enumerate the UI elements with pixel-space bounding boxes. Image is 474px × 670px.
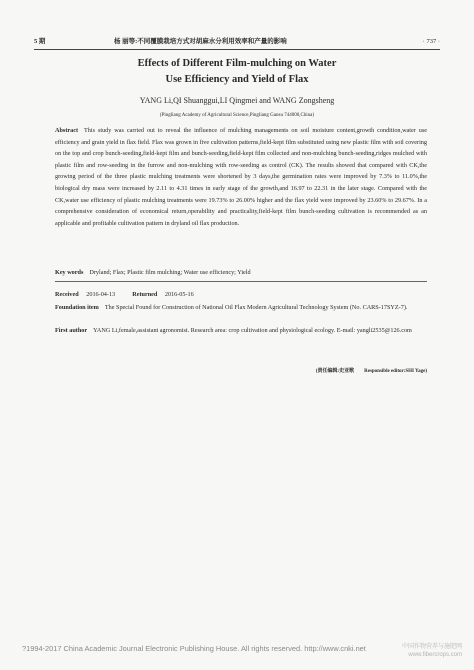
- first-author-text: YANG Li,female,assistant agronomist. Research area: crop cultivation and physiological ecology. E-mail: yangli2535@126.com: [93, 327, 412, 334]
- abstract: [55, 125, 427, 229]
- watermark-line-1: 中国作物营养与施肥网: [401, 644, 462, 650]
- abstract-label: Abstract: [55, 127, 79, 134]
- page-number: · 737 ·: [422, 38, 440, 45]
- first-author-label: First author: [55, 327, 88, 334]
- received-date: 2016-04-13: [86, 291, 116, 298]
- site-watermark: [402, 643, 462, 659]
- header-rule: [34, 49, 440, 50]
- returned-label: Returned: [132, 291, 158, 298]
- affiliation: (Pingliang Academy of Agricultural Science,Pingliang Gansu 744000,China): [159, 113, 315, 118]
- article-title: [60, 56, 414, 88]
- foundation-item: [55, 303, 427, 313]
- title-line-2: Use Efficiency and Yield of Flax: [165, 74, 309, 85]
- keywords-label: Key words: [55, 269, 84, 276]
- running-title: 杨 丽等:不同覆膜栽培方式对胡麻水分利用效率和产量的影响: [114, 38, 287, 45]
- received-label: Received: [55, 291, 79, 298]
- keywords-text: Dryland; Flax; Plastic film mulching; Water use efficiency; Yield: [89, 269, 251, 276]
- issue-number: 5 期: [34, 38, 46, 45]
- first-author: [55, 326, 427, 336]
- abstract-text: This study was carried out to reveal the influence of mulching managements on soil moisture content,growth condition,water use efficiency and grain yield in flax field. Flax was grown in five cultivation patterns,field-kept film substituted using new plastic film with soil covering on the top and crop bunch-seeding,field-kept film and bunch-seeding,field-kept film collected and non-mulching bunch-seeding,ridges mulched with plastic film and row-seeding in the furrow and non-mulching with row-seeding as control (CK). The results showed that compared with CK,the growing period of the three plastic mulching treatments were shortened by 3 days,the germination rates were improved by 7.3% to 11.0%,the biological dry mass were increased by 2.11 to 4.31 times in early stage of the growth,and 16.97 to 22.31 in the later stage. Compared with the CK,water use efficiency of plastic mulching treatments were 19.73% to 26.00% higher and the flax yield were improved by 23.60% to 29.67%. In a comprehensive consideration of economical return,operability and practicality,field-kept film bunch-seeding cultivation is recommended as an applicable and profitable cultivation pattern in dryland oil flax production.: [55, 127, 427, 227]
- copyright-footer: ?1994-2017 China Academic Journal Electronic Publishing House. All rights reserved. http://www.cnki.net: [22, 644, 366, 653]
- foundation-label: Foundation item: [55, 304, 99, 311]
- foundation-text: The Special Found for Construction of National Oil Flax Modern Agricultural Technology System (No. CARS-17SYZ-7).: [104, 304, 408, 311]
- editor-en: Responsible editor:SHI Yage): [364, 369, 427, 374]
- editor-cn: (责任编辑:史亚歌: [315, 369, 355, 374]
- watermark-line-2: www.fibercrops.com: [408, 652, 462, 658]
- returned-date: 2016-05-16: [164, 291, 194, 298]
- dates-line: [55, 290, 427, 299]
- keywords-rule: [55, 281, 427, 282]
- responsible-editor: [316, 368, 427, 376]
- keywords: [55, 268, 427, 278]
- authors: YANG Li,QI Shuanggui,LI Qingmei and WANG Zongsheng: [139, 96, 335, 105]
- title-line-1: Effects of Different Film-mulching on Water: [137, 58, 337, 69]
